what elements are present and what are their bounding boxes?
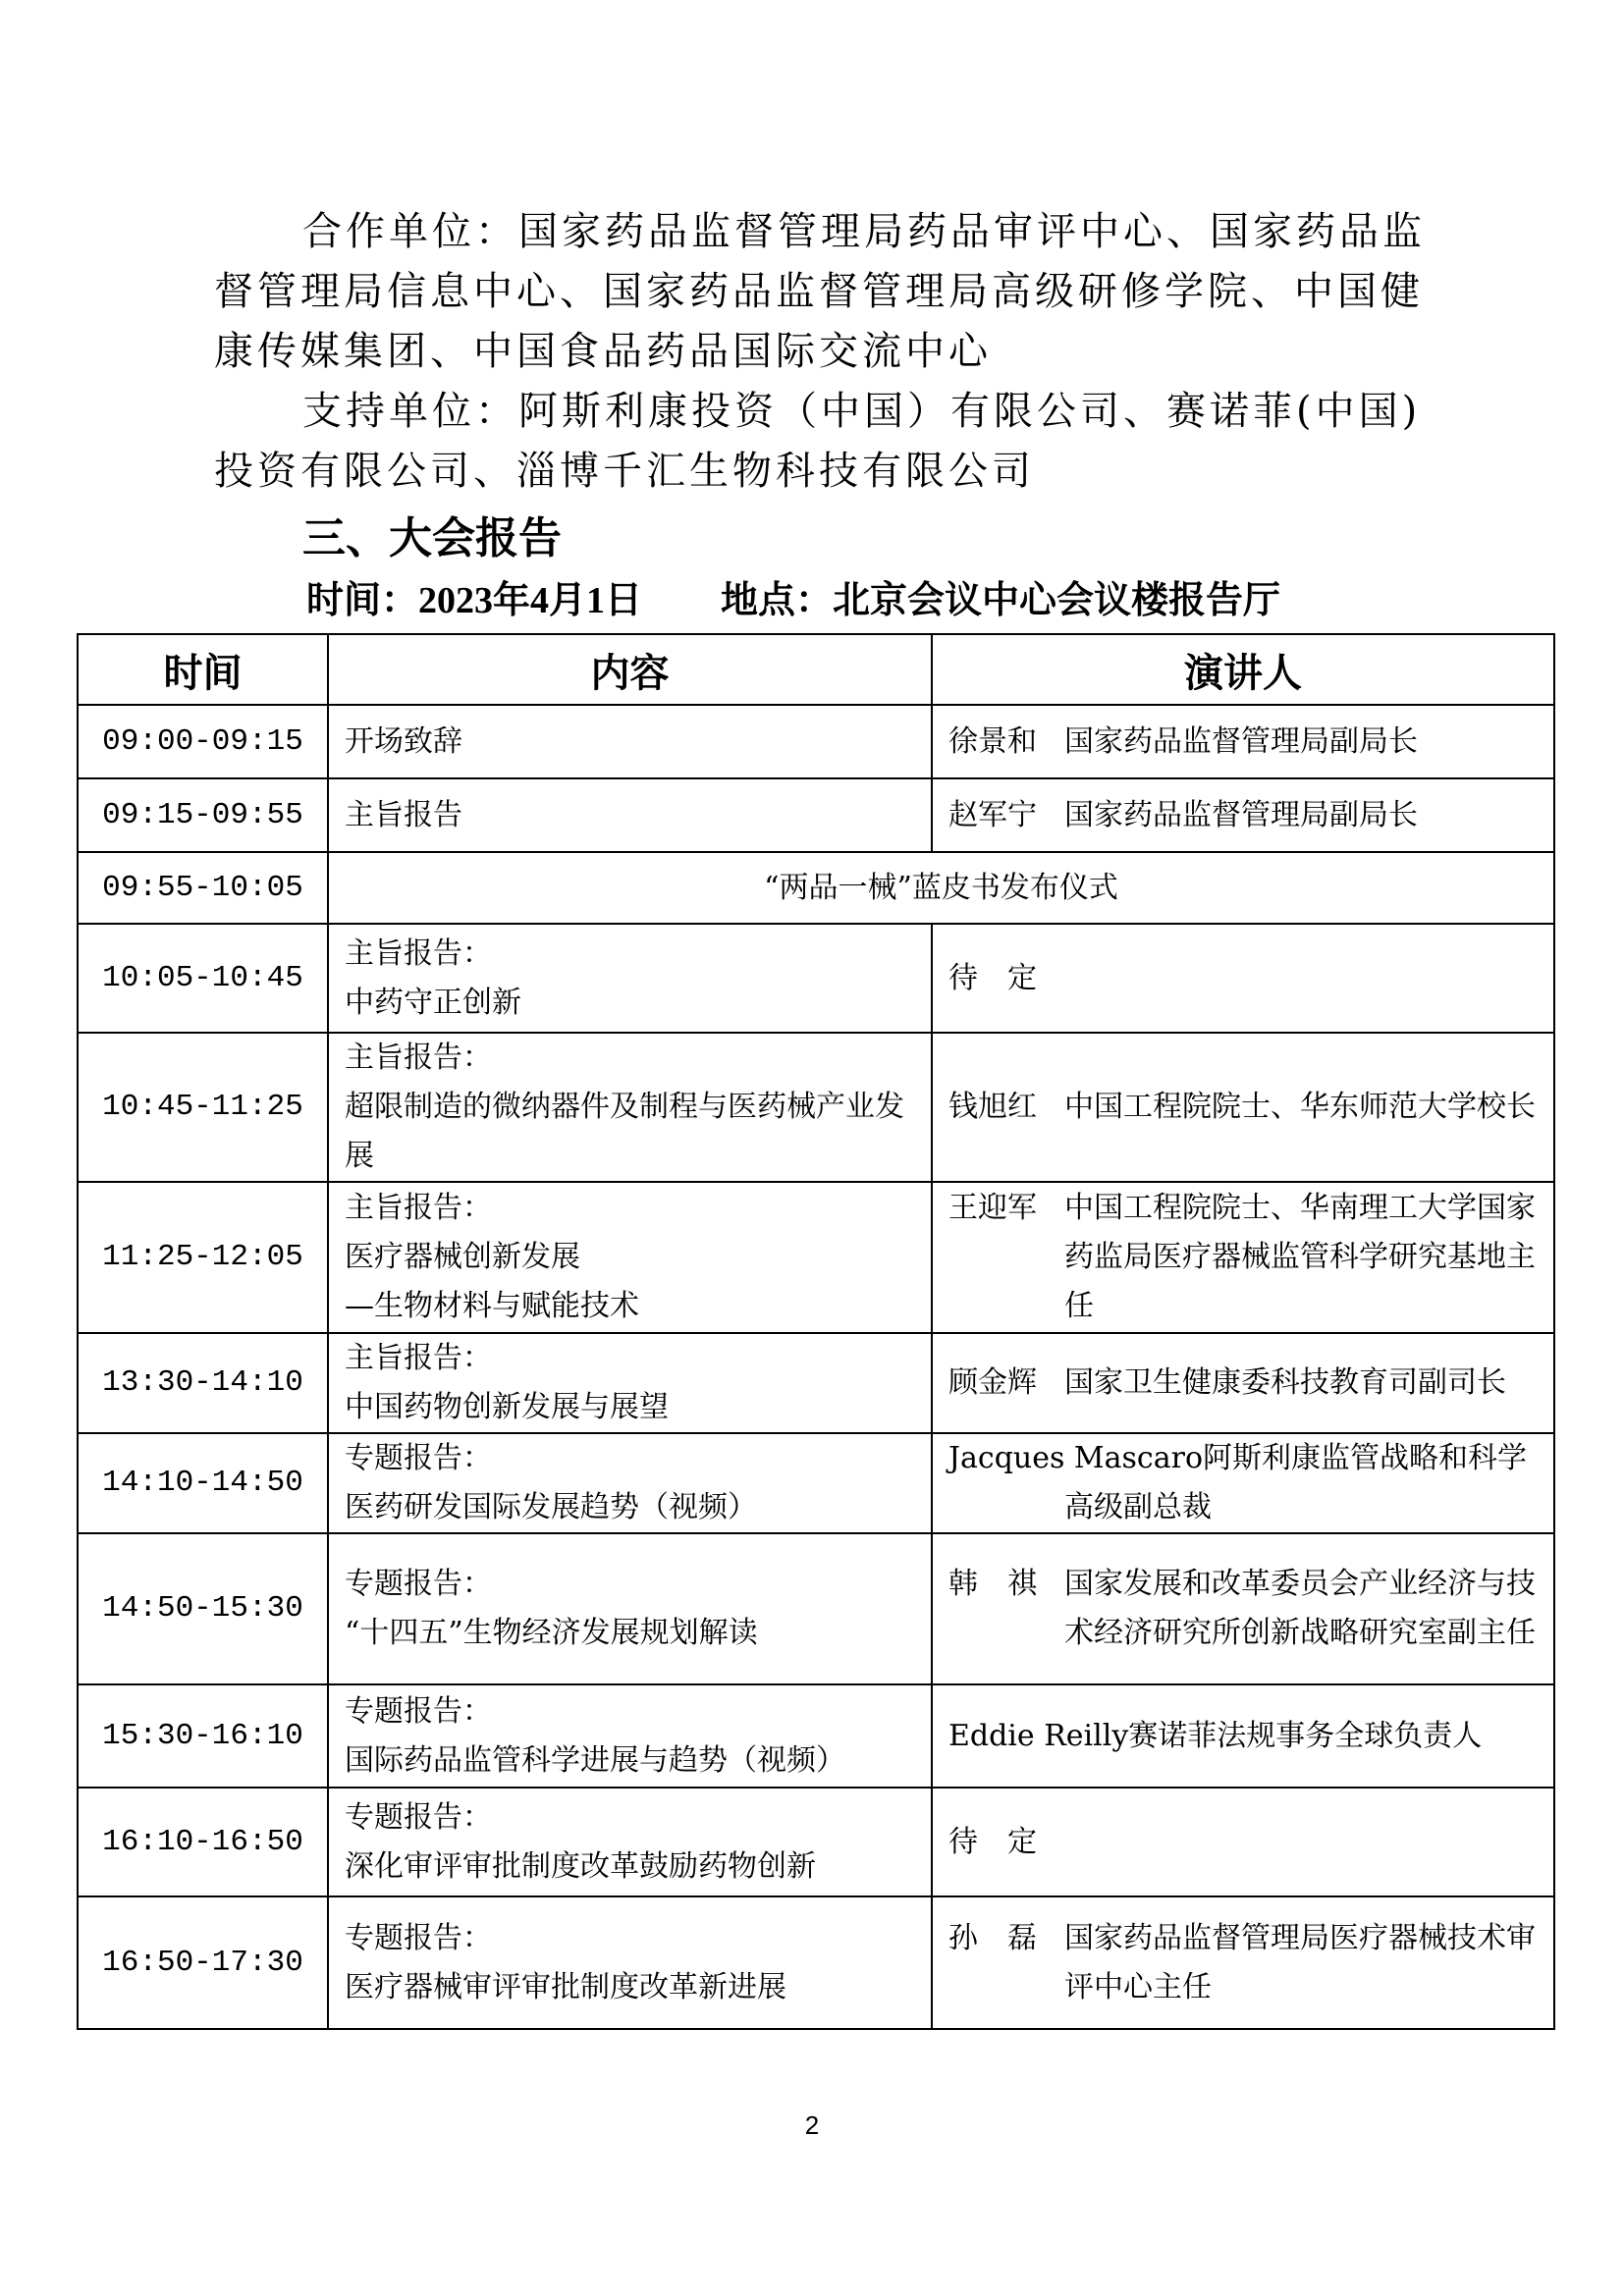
paragraph-line: 合作单位：国家药品监督管理局药品审评中心、国家药品监 [302,209,1426,254]
event-meta [306,569,1280,623]
speaker-title: 中国工程院院士、华南理工大学国家药监局医疗器械监管科学研究基地主任 [1064,1191,1536,1323]
table-row [78,778,1554,852]
speaker-name: 钱旭红 [948,1090,1037,1124]
content-line: “十四五”生物经济发展规划解读 [345,1616,758,1650]
speaker-name: 徐景和 [948,723,1037,759]
content-line: 超限制造的微纳器件及制程与医药械产业发展 [345,1090,904,1173]
speaker-title: 国家药品监督管理局副局长 [1064,723,1418,759]
content-cell [328,705,932,778]
content-line: —生物材料与赋能技术 [345,1289,639,1323]
paragraph-line: 康传媒集团、中国食品药品国际交流中心 [214,329,992,374]
time-cell: 09:00-09:15 [78,705,328,778]
paragraph-line: 督管理局信息中心、国家药品监督管理局高级研修学院、中国健 [214,269,1424,314]
speaker-cell [932,1788,1554,1896]
speaker-cell [932,1033,1554,1182]
table-row [78,1896,1554,2029]
time-cell: 11:25-12:05 [78,1182,328,1333]
paragraph-line: 投资有限公司、淄博千汇生物科技有限公司 [214,449,1035,494]
speaker-cell [932,1896,1554,2029]
time-cell: 13:30-14:10 [78,1333,328,1433]
content-cell [328,1788,932,1896]
content-line: 主旨报告 [345,797,462,832]
event-place: 地点：北京会议中心会议楼报告厅 [721,580,1281,621]
speaker-title: 国家药品监督管理局医疗器械技术审评中心主任 [1064,1920,1536,2004]
cooperating-units-paragraph [214,202,1432,382]
page-number: 2 [804,2110,820,2140]
content-line: 中国药物创新发展与展望 [345,1390,669,1424]
speaker-title: 阿斯利康监管战略和科学高级副总裁 [1064,1441,1528,1524]
time-cell: 10:45-11:25 [78,1033,328,1182]
speaker-cell [932,778,1554,852]
event-time: 时间：2023年4月1日 [306,580,643,621]
speaker-name: 顾金辉 [948,1365,1037,1400]
content-line: 深化审评审批制度改革鼓励药物创新 [345,1848,816,1884]
time-cell: 16:10-16:50 [78,1788,328,1896]
speaker-name: 赵军宁 [948,797,1037,832]
header-speaker: 演讲人 [932,634,1554,705]
content-line: 专题报告： [345,1441,492,1475]
time-cell: 16:50-17:30 [78,1896,328,2029]
paragraph-line: 支持单位：阿斯利康投资（中国）有限公司、赛诺菲(中国) [302,389,1422,434]
speaker-cell [932,1433,1554,1533]
speaker-name: 韩 祺 [948,1567,1037,1601]
table-row [78,852,1554,924]
speaker-name: 孙 磊 [948,1920,1037,1955]
content-cell [328,1433,932,1533]
content-line: 中药守正创新 [345,985,521,1020]
content-cell [328,924,932,1033]
content-line: 医疗器械创新发展 [345,1240,580,1274]
speaker-cell [932,705,1554,778]
speaker-cell [932,1182,1554,1333]
table-row [78,924,1554,1033]
content-line: 医疗器械审评审批制度改革新进展 [345,1969,786,2004]
table-row [78,1433,1554,1533]
table-row [78,1684,1554,1788]
speaker-name: Eddie Reilly [948,1718,1129,1753]
ceremony-cell: “两品一械”蓝皮书发布仪式 [328,852,1554,924]
speaker-title: 国家发展和改革委员会产业经济与技术经济研究所创新战略研究室副主任 [1064,1567,1536,1650]
speaker-name: 待 定 [948,960,1037,995]
content-cell [328,1033,932,1182]
schedule-table [77,633,1555,2030]
time-cell: 10:05-10:45 [78,924,328,1033]
time-cell: 09:15-09:55 [78,778,328,852]
table-row [78,1788,1554,1896]
time-cell: 09:55-10:05 [78,852,328,924]
content-line: 专题报告： [345,1920,492,1955]
content-line: 开场致辞 [345,723,462,759]
content-line: 主旨报告： [345,1041,492,1075]
table-row [78,705,1554,778]
content-line: 国际药品监管科学进展与趋势（视频） [345,1742,845,1778]
content-line: 主旨报告： [345,1341,492,1375]
time-cell: 15:30-16:10 [78,1684,328,1788]
speaker-name: 王迎军 [948,1191,1037,1225]
speaker-cell [932,924,1554,1033]
time-cell: 14:10-14:50 [78,1433,328,1533]
content-line: 主旨报告： [345,1191,492,1225]
time-cell: 14:50-15:30 [78,1533,328,1684]
speaker-name: 待 定 [948,1824,1037,1859]
content-line: 专题报告： [345,1693,492,1729]
table-row [78,1033,1554,1182]
content-line: 医药研发国际发展趋势（视频） [345,1490,757,1524]
speaker-title: 中国工程院院士、华东师范大学校长 [1064,1090,1536,1124]
speaker-title: 赛诺菲法规事务全球负责人 [1128,1718,1483,1753]
speaker-name: Jacques Mascaro [948,1441,1204,1475]
table-header-row [78,634,1554,705]
content-cell [328,1684,932,1788]
header-content: 内容 [328,634,932,705]
supporting-units-paragraph [214,382,1432,502]
table-row [78,1182,1554,1333]
content-cell [328,1533,932,1684]
content-cell [328,1182,932,1333]
table-row [78,1533,1554,1684]
table-row [78,1333,1554,1433]
speaker-cell [932,1684,1554,1788]
header-time: 时间 [78,634,328,705]
content-line: 专题报告： [345,1567,492,1601]
speaker-title: 国家卫生健康委科技教育司副司长 [1064,1365,1506,1400]
speaker-cell [932,1533,1554,1684]
speaker-cell [932,1333,1554,1433]
content-cell [328,1333,932,1433]
content-line: 主旨报告： [345,935,492,971]
section-heading: 三、大会报告 [302,513,562,563]
content-cell [328,1896,932,2029]
content-line: 专题报告： [345,1799,492,1835]
content-cell [328,778,932,852]
speaker-title: 国家药品监督管理局副局长 [1064,797,1418,832]
